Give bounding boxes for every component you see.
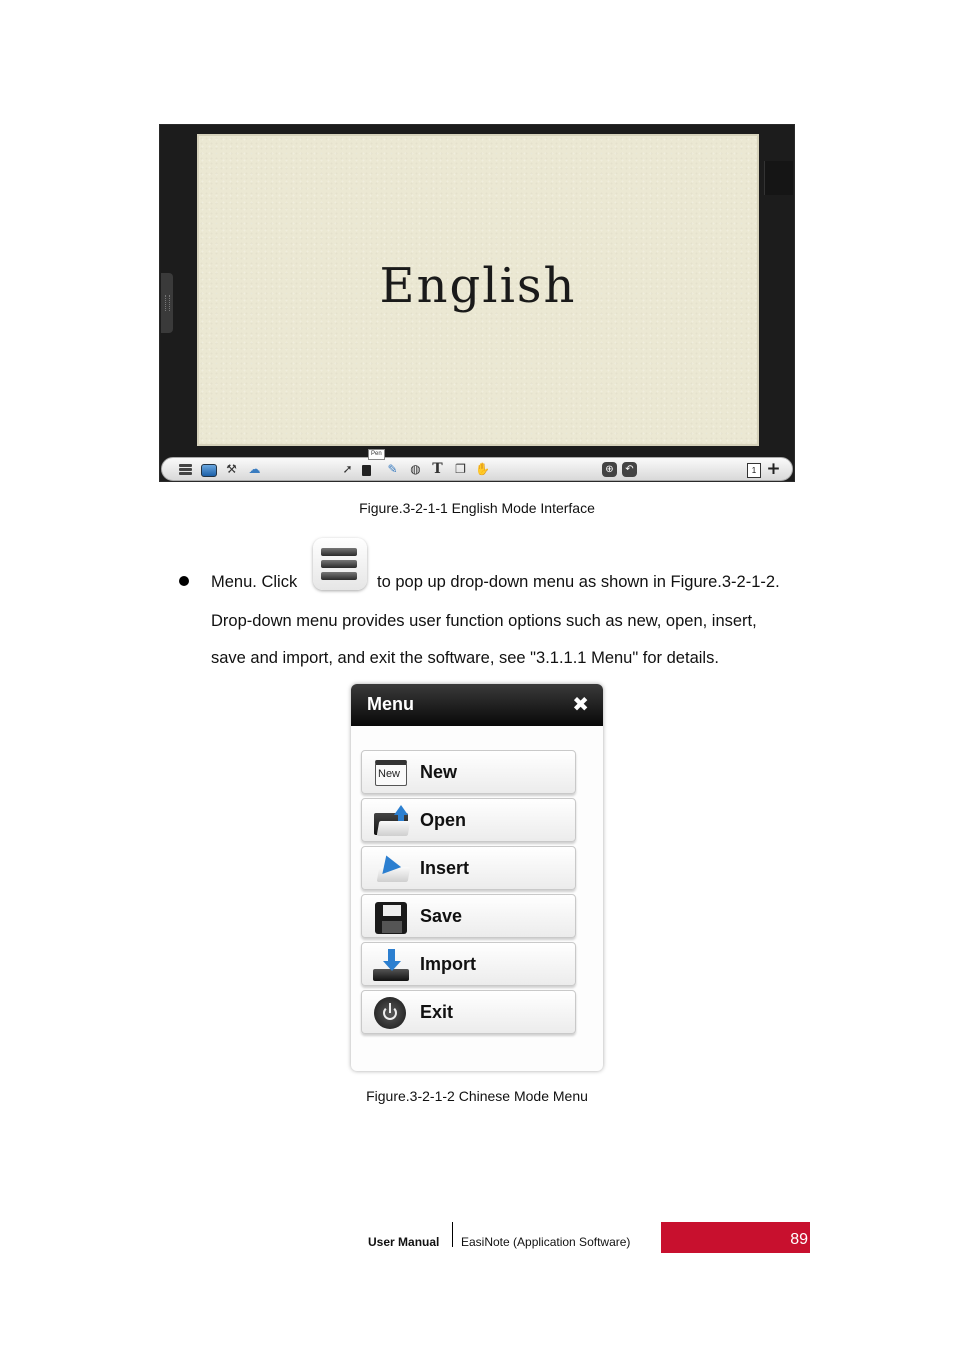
new-file-icon [373, 757, 409, 789]
pen-icon[interactable] [362, 465, 371, 476]
footer-app-name: EasiNote (Application Software) [461, 1235, 631, 1249]
footer-divider [452, 1222, 453, 1247]
paragraph-line-2: Drop-down menu provides user function options such as new, open, insert, [211, 612, 757, 630]
menu-title: Menu [367, 694, 414, 714]
paragraph-line-1b: to pop up drop-down menu as shown in Figure.3-2-1-2. [377, 573, 780, 591]
footer-page-box [661, 1222, 810, 1253]
menu-item-import[interactable] [361, 942, 576, 986]
pen-tooltip: Pen [368, 449, 385, 460]
screen-icon[interactable] [201, 464, 217, 477]
menu-item-label: Import [420, 954, 476, 974]
zoom-icon[interactable]: ⊕ [602, 462, 617, 477]
menu-dialog [351, 684, 603, 1071]
side-panel-handle[interactable] [161, 273, 173, 333]
text-icon[interactable]: T [432, 461, 443, 477]
menu-button-icon [313, 538, 367, 590]
footer-manual-title: User Manual [368, 1235, 440, 1249]
close-icon[interactable]: ✖ [572, 692, 589, 716]
menu-item-label: New [420, 762, 458, 782]
menu-item-label: Insert [420, 858, 470, 878]
page-number: 89 [790, 1231, 808, 1248]
menu-icon[interactable] [178, 462, 193, 477]
menu-item-open[interactable] [361, 798, 576, 842]
new-icon-text: New [378, 768, 401, 780]
bottom-toolbar [161, 451, 793, 481]
bullet [179, 576, 189, 586]
floppy-disk-icon [373, 901, 409, 933]
page-icon[interactable]: ❐ [455, 462, 466, 476]
menu-header [351, 684, 603, 726]
right-panel-handle[interactable] [764, 161, 793, 195]
menu-item-save[interactable] [361, 894, 576, 938]
paragraph-line-1a: Menu. Click [211, 573, 298, 591]
undo-icon[interactable]: ↶ [622, 462, 637, 477]
board-text: English [379, 258, 577, 314]
cloud-icon[interactable]: ☁ [248, 462, 261, 476]
figure2-caption: Figure.3-2-1-2 Chinese Mode Menu [366, 1088, 588, 1104]
menu-item-new[interactable] [361, 750, 576, 794]
menu-item-label: Save [420, 906, 463, 926]
menu-item-label: Open [420, 810, 467, 830]
figure1-caption: Figure.3-2-1-1 English Mode Interface [359, 500, 595, 516]
eraser-icon[interactable]: ◍ [410, 462, 421, 476]
app-screenshot [159, 124, 795, 482]
import-icon [373, 949, 409, 981]
menu-item-exit[interactable] [361, 990, 576, 1034]
open-folder-icon [373, 805, 409, 837]
tools-icon[interactable]: ⚒ [226, 462, 237, 476]
paragraph-line-3: save and import, and exit the software, see "3.1.1.1 Menu" for details. [211, 649, 719, 667]
select-icon[interactable]: ➚ [342, 462, 353, 476]
insert-icon [373, 853, 409, 885]
hand-icon[interactable]: ✋ [475, 462, 490, 476]
add-page-icon[interactable]: + [766, 459, 781, 479]
menu-item-insert[interactable] [361, 846, 576, 890]
page-number-icon[interactable]: 1 [747, 463, 761, 478]
power-icon [373, 997, 409, 1029]
menu-item-label: Exit [420, 1002, 454, 1022]
whiteboard-canvas[interactable] [197, 134, 759, 446]
brush-icon[interactable]: ✎ [387, 462, 398, 476]
